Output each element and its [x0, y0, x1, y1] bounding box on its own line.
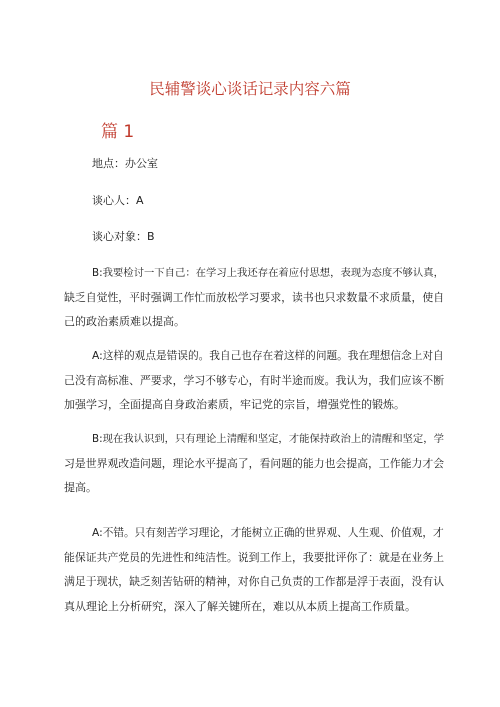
document-title: 民辅警谈心谈话记录内容六篇	[149, 80, 351, 98]
paragraph-4	[64, 521, 444, 619]
paragraph-line: 真从理论上分析研究，深入了解关键所在，难以从本质上提高工作质量。	[64, 599, 416, 613]
paragraph-line: 习是世界观改造问题，理论水平提高了，看问题的能力也会提高，工作能力才会	[64, 456, 444, 470]
paragraph-line: 能保证共产党员的先进性和纯洁性。说到工作上，我要批评你了：就是在业务上	[64, 550, 444, 564]
meta-location: 地点：办公室	[92, 157, 158, 170]
paragraph-line: 加强学习，全面提高自身政治素质，牢记党的宗旨，增强党性的锻炼。	[64, 398, 405, 411]
paragraph-line: A:不错。只有刻苦学习理论，才能树立正确的世界观、人生观、价值观，才	[92, 526, 444, 539]
paragraph-line: 己的政治素质难以提高。	[64, 315, 185, 328]
paragraph-2	[64, 344, 444, 418]
meta-speaker: 谈心人：A	[92, 194, 144, 207]
paragraph-line: 缺乏自觉性，平时强调工作忙而放松学习要求，读书也只求数量不求质量，使自	[64, 290, 444, 304]
meta-target: 谈心对象：B	[92, 230, 155, 243]
paragraph-1	[64, 261, 444, 335]
paragraph-line: 己没有高标准、严要求，学习不够专心，有时半途而废。我认为，我们应该不断	[64, 373, 444, 387]
paragraph-line: 提高。	[64, 481, 97, 494]
paragraph-line: B:我要检讨一下自己：在学习上我还存在着应付思想，表现为态度不够认真，	[92, 267, 444, 279]
paragraph-line: 满足于现状，缺乏刻苦钻研的精神，对你自己负责的工作都是浮于表面，没有认	[64, 575, 444, 588]
paragraph-line: A:这样的观点是错误的。我自己也存在着这样的问题。我在理想信念上对自	[92, 349, 444, 362]
paragraph-3	[64, 427, 444, 501]
paragraph-line: B:现在我认识到，只有理论上清醒和坚定，才能保持政治上的清醒和坚定，学	[92, 433, 444, 445]
section-heading: 篇 1	[101, 122, 135, 142]
